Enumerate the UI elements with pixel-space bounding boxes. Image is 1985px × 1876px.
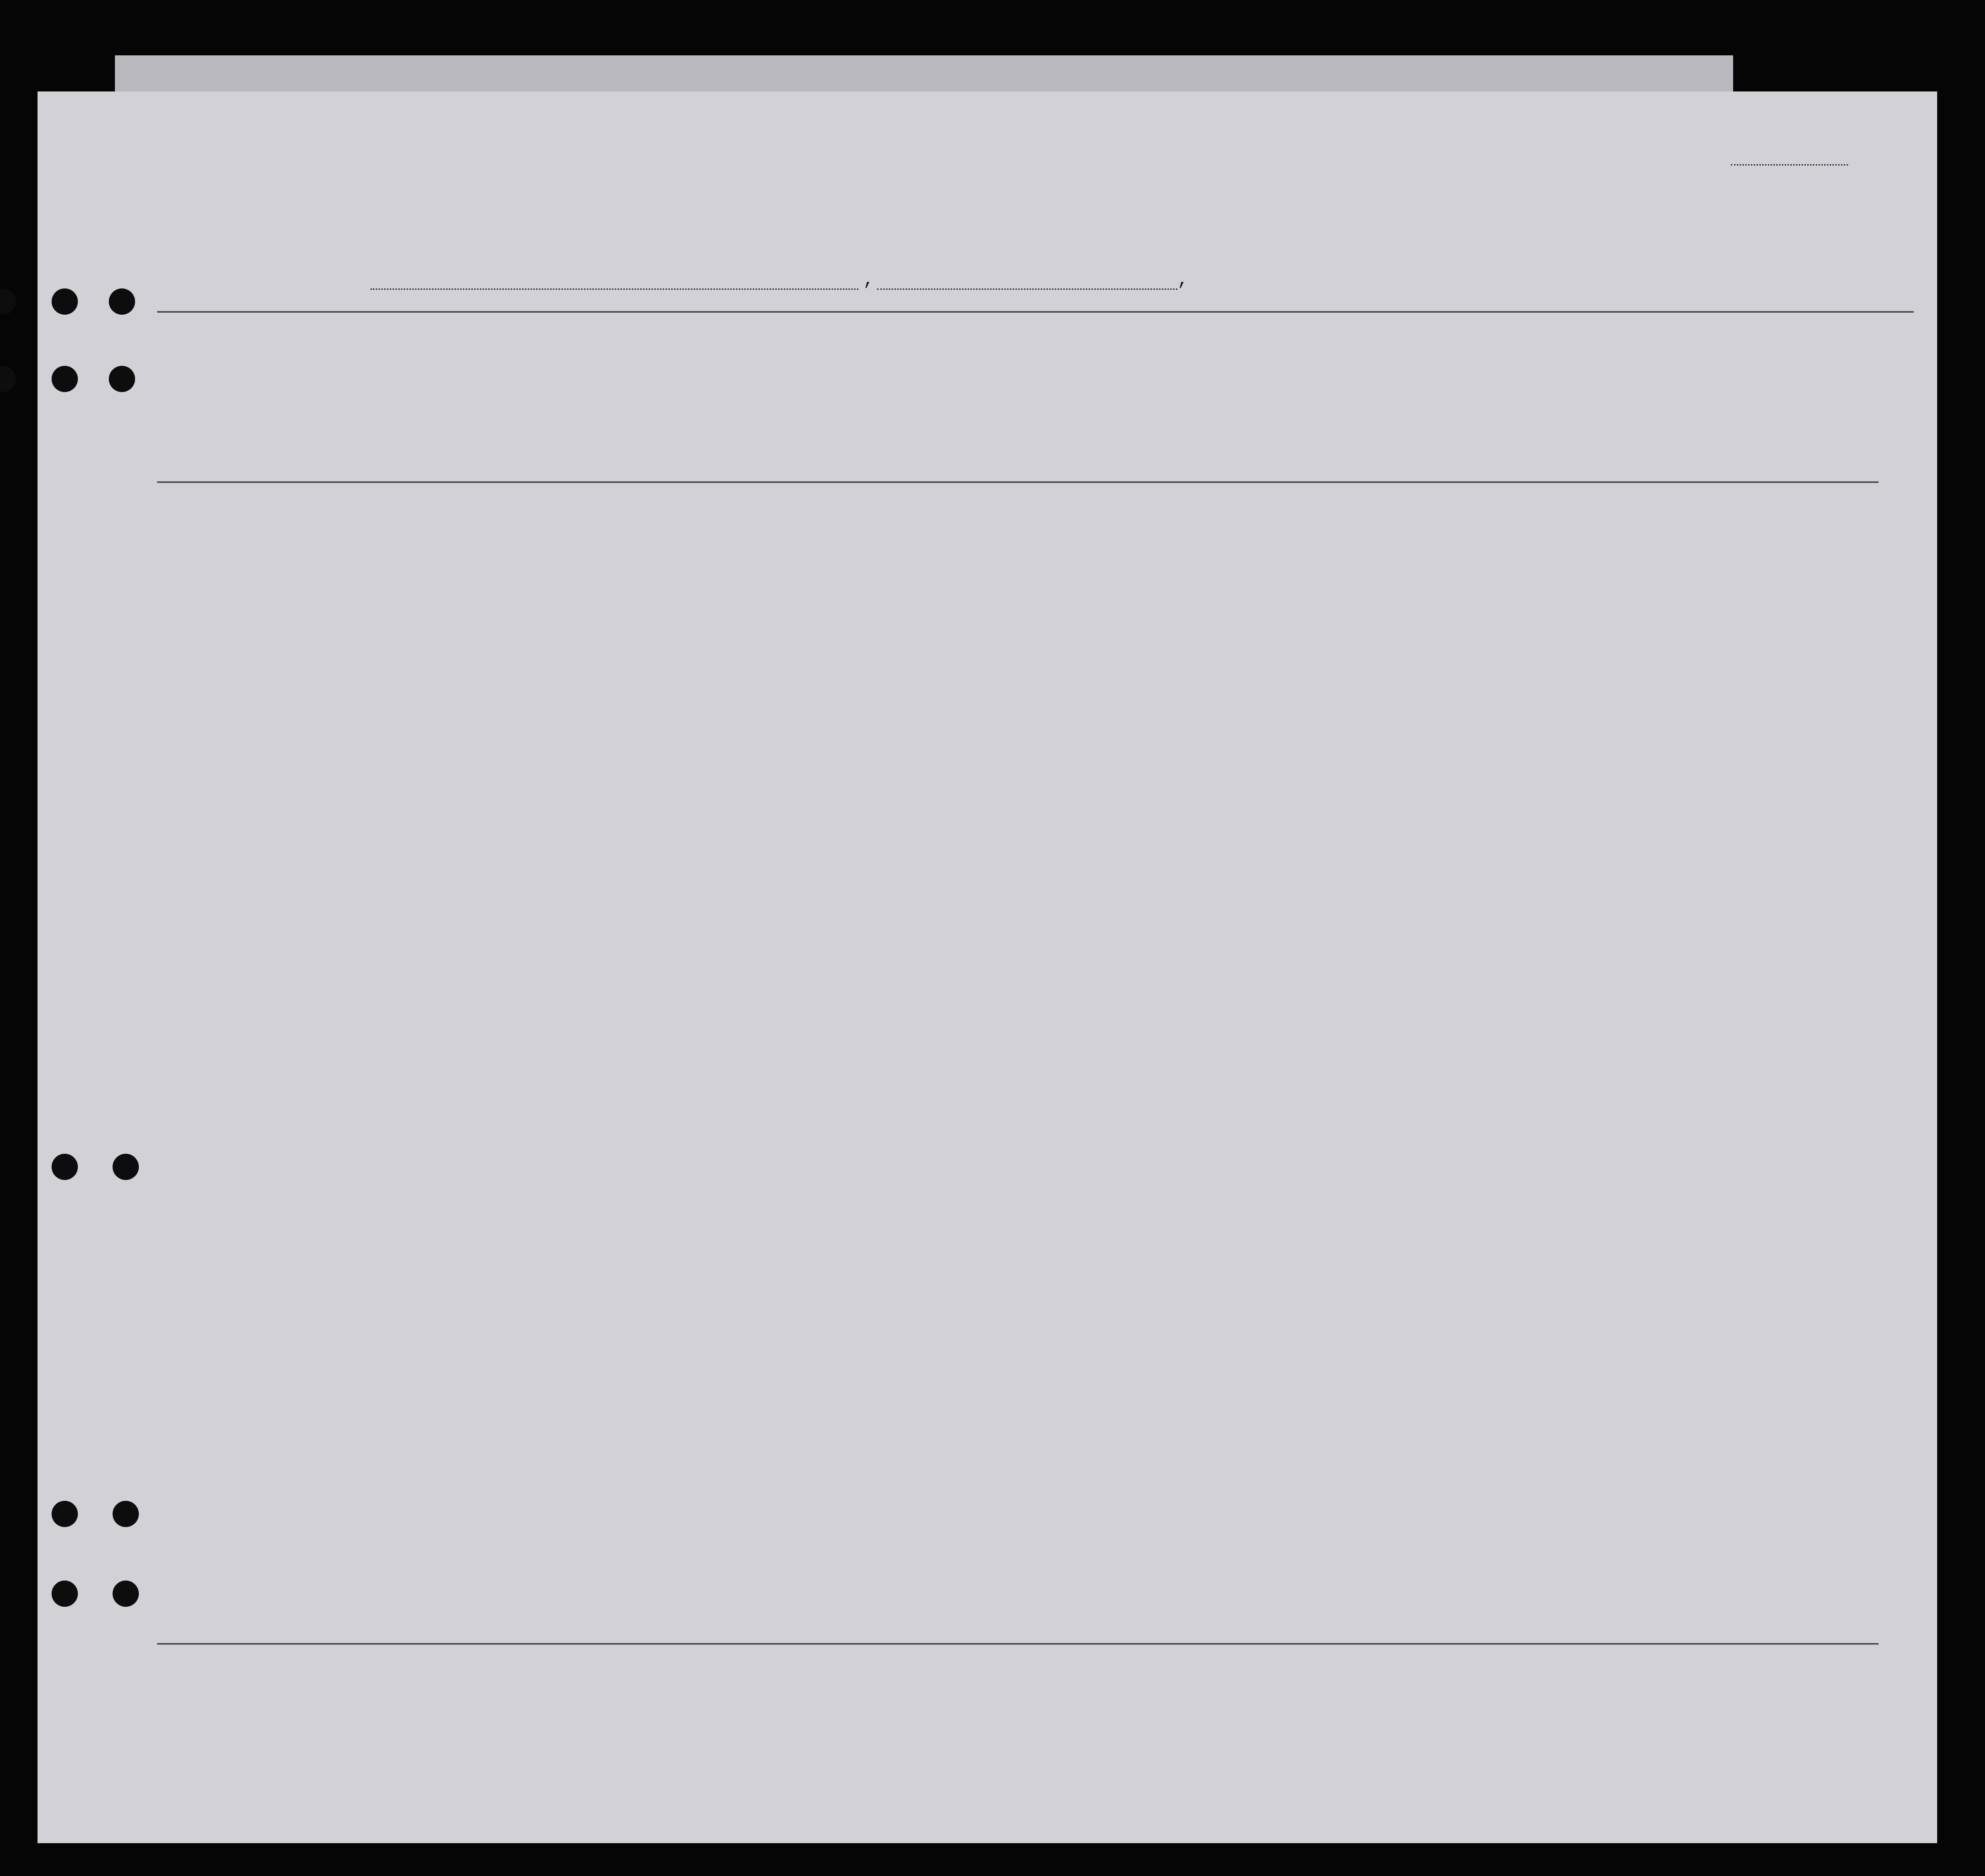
comma: , <box>863 270 875 291</box>
comma: , <box>1177 270 1189 291</box>
